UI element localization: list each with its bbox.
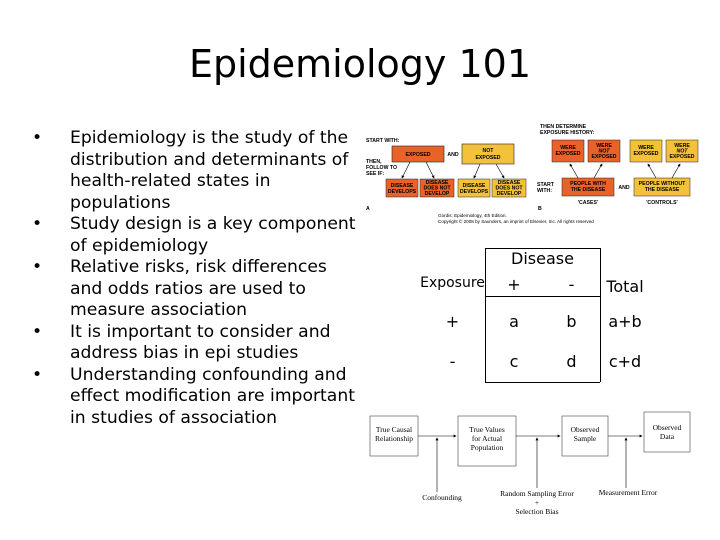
then-follow-label: THEN, FOLLOW TO SEE IF: (366, 159, 398, 177)
were-exposed-label: WERE EXPOSED (555, 145, 581, 157)
disease-plus-header: + (507, 275, 521, 294)
panel-b-label: B (538, 206, 542, 212)
disease-not-develop-label: DISEASE DOES NOT DEVELOP (423, 180, 451, 197)
controls-label: 'CONTROLS' (646, 200, 678, 206)
cell-b: b (566, 312, 577, 331)
were-not-exposed-label: WERE NOT EXPOSED (591, 143, 617, 160)
and-label: AND (618, 185, 630, 191)
plus-label: + (534, 498, 540, 507)
disease-minus-header: - (568, 275, 575, 294)
two-by-two-table (415, 240, 655, 390)
row-exposed-label: + (445, 312, 460, 331)
cell-d: d (566, 352, 577, 371)
start-with-b-label: START WITH: (537, 182, 554, 194)
disease-not-develop-label: DISEASE DOES NOT DEVELOP (495, 180, 523, 197)
true-causal-label: True Causal Relationship (375, 425, 413, 443)
disease-header: Disease (511, 249, 574, 268)
citation-line-1: Gordis: Epidemiology, 4th Edition. (438, 213, 507, 218)
cell-c: c (509, 352, 519, 371)
were-exposed-label: WERE EXPOSED (633, 145, 659, 157)
then-determine-label: THEN DETERMINE EXPOSURE HISTORY: (540, 124, 595, 136)
citation-line-2: Copyright © 2008 by Saunders, an imprint of Elsevier, Inc. All rights reserved (438, 219, 594, 224)
measurement-error-label: Measurement Error (598, 488, 658, 497)
bullet-list (28, 128, 358, 429)
bullet-item: • Relative risks, risk differences and odds ratios are used to measure association (28, 257, 358, 322)
disease-develops-label: DISEASE DEVELOPS (387, 183, 417, 195)
confounding-label: Confounding (422, 493, 462, 502)
slide-title: Epidemiology 101 (188, 42, 532, 86)
row-unexposed-label: - (449, 352, 456, 371)
observed-sample-label: Observed Sample (570, 425, 600, 443)
were-not-exposed-label: WERE NOT EXPOSED (669, 143, 695, 160)
exposed-label: EXPOSED (405, 152, 431, 158)
cell-a: a (509, 312, 519, 331)
not-exposed-label: NOT EXPOSED (475, 148, 501, 161)
panel-a-label: A (366, 206, 370, 212)
people-without-label: PEOPLE WITHOUT THE DISEASE (638, 181, 686, 193)
people-with-label: PEOPLE WITH THE DISEASE (570, 181, 606, 193)
total-header: Total (606, 277, 644, 296)
true-values-label: True Values for Actual Population (469, 425, 505, 452)
study-design-figure (362, 118, 712, 230)
bullet-item: • Understanding confounding and effect modification are important in studies of association (28, 365, 358, 430)
cases-label: 'CASES' (577, 200, 599, 206)
selection-bias-label: Selection Bias (515, 507, 559, 516)
not-exposed-box (462, 144, 514, 164)
bullet-item: • Study design is a key component of epidemiology (28, 214, 358, 257)
random-sampling-label: Random Sampling Error (500, 489, 574, 498)
bias-flow-figure (362, 390, 710, 520)
exposure-header: Exposure (420, 275, 485, 291)
start-with-label: START WITH: (366, 138, 400, 144)
bullet-item: • It is important to consider and address bias in epi studies (28, 322, 358, 365)
cell-c-plus-d: c+d (608, 352, 642, 371)
cell-a-plus-b: a+b (608, 312, 642, 331)
observed-data-label: Observed Data (652, 423, 682, 441)
bullet-item: • Epidemiology is the study of the distribution and determinants of health-related states in populations (28, 128, 358, 214)
disease-develops-label: DISEASE DEVELOPS (459, 183, 489, 195)
and-label: AND (447, 152, 459, 158)
